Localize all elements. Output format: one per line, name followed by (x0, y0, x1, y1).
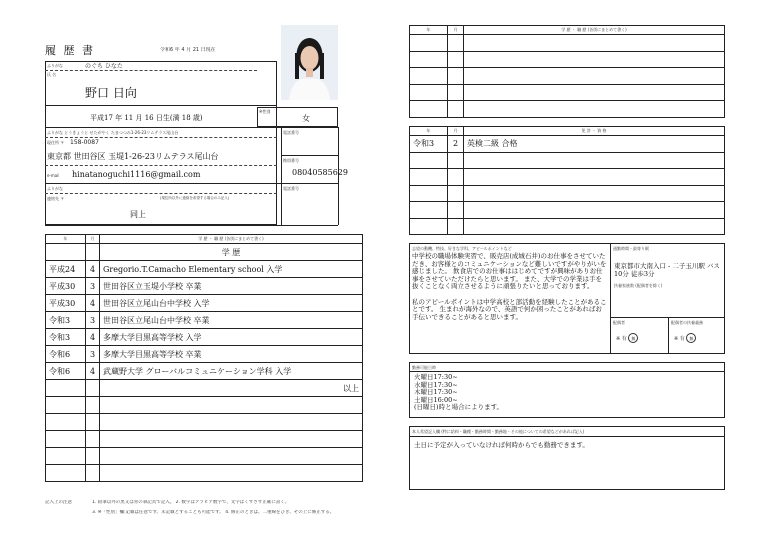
requests-text: 土日に予定が入っていなければ何時からでも勤務できます。 (414, 441, 589, 449)
spouse-support-options: ※ 有 無 (674, 333, 696, 343)
mobile-label: 携帯番号 (283, 158, 299, 163)
row-year (410, 202, 448, 219)
contact-furigana-label: ふりがな (47, 186, 63, 191)
address-label: 現住所 〒 (47, 140, 65, 145)
table-row (410, 101, 725, 118)
row-month (448, 152, 464, 169)
row-month (448, 169, 464, 186)
mobile-number: 08040585629 (292, 168, 348, 177)
spouse-no-circle: 無 (628, 333, 638, 343)
row-text: 多摩大学目黒高等学校 卒業 (100, 346, 363, 363)
row-year: 平成30 (46, 295, 86, 312)
row-text (464, 68, 725, 85)
history-table (45, 234, 363, 482)
row-year (410, 218, 448, 235)
row-month: 4 (86, 363, 100, 380)
row-text: 英検二級 合格 (464, 136, 725, 153)
table-row (46, 414, 363, 431)
row-year (46, 380, 86, 397)
row-text (464, 185, 725, 202)
row-year (46, 448, 86, 465)
table-row (410, 185, 725, 202)
row-text (464, 35, 725, 52)
row-month (86, 244, 100, 261)
table-row (410, 68, 725, 85)
birth-date: 平成17 年 11 月 16 日生(満 18 歳) (90, 114, 203, 122)
row-year (46, 397, 86, 414)
table-row (46, 380, 363, 397)
row-month (86, 380, 100, 397)
col-month: 月 (448, 127, 464, 136)
email-label: e-mail (47, 173, 60, 178)
commute-label: 通勤時間・最寄り駅 (613, 246, 649, 251)
row-year (410, 152, 448, 169)
availability-line: (日曜日)時と場合によります。 (414, 403, 504, 411)
row-month (86, 448, 100, 465)
row-month (448, 51, 464, 68)
row-year (46, 244, 86, 261)
contact-note: (現住所以外に連絡を希望する場合のみ記入) (160, 196, 230, 200)
row-month: 4 (86, 295, 100, 312)
portrait-photo (281, 25, 338, 100)
row-month (448, 101, 464, 118)
row-text: 世田谷区立尾山台中学校 入学 (100, 295, 363, 312)
table-row (46, 244, 363, 261)
row-text: 学 歴 (100, 244, 363, 261)
row-month (448, 202, 464, 219)
row-month: 3 (86, 278, 100, 295)
table-row (410, 218, 725, 235)
availability-lines (414, 374, 503, 412)
table-row (46, 465, 363, 482)
row-text (100, 465, 363, 482)
table-row (410, 51, 725, 68)
spouse-support-label: 配偶者の扶養義務 (671, 320, 703, 325)
footnote-line-2: 3. ※「性別」欄:記載は任意です。未記載とすることも可能です。 4. 修正のときは、二重線をひき、その上に修正する。 (92, 510, 335, 515)
col-year: 年 (410, 127, 448, 136)
name-furigana: のぐち ひなた (85, 63, 123, 70)
row-text (464, 84, 725, 101)
support-yes: 有 (679, 336, 685, 342)
col-month: 月 (448, 26, 464, 35)
row-text (464, 51, 725, 68)
contact-label: 連絡先 〒 (47, 196, 65, 201)
row-text (464, 202, 725, 219)
row-year (46, 431, 86, 448)
row-text (100, 414, 363, 431)
spouse-options: ※ 有 無 (616, 333, 638, 343)
row-year: 令和3 (46, 329, 86, 346)
col-year: 年 (410, 26, 448, 35)
gender-value: 女 (302, 114, 310, 123)
row-month (448, 185, 464, 202)
commute-value: 東京都市大南入口 - 二子玉川駅 バス10分 徒歩3分 (614, 262, 720, 278)
row-year (46, 465, 86, 482)
table-row (46, 261, 363, 278)
row-month (86, 465, 100, 482)
table-row (46, 346, 363, 363)
col-month: 月 (86, 235, 100, 244)
row-text (100, 397, 363, 414)
table-row (410, 35, 725, 52)
contact-phone-label: 電話番号 (283, 186, 299, 191)
row-year (410, 35, 448, 52)
availability-line: 木曜日17:30~ (414, 388, 458, 396)
license-table (409, 126, 725, 235)
row-year (410, 169, 448, 186)
phone-label: 電話番号 (283, 130, 299, 135)
table-row (410, 84, 725, 101)
row-month (86, 431, 100, 448)
row-year (410, 84, 448, 101)
row-month (448, 84, 464, 101)
email: hinatanoguchi1116@gmail.com (72, 170, 201, 179)
spouse-yes: 有 (621, 336, 627, 342)
row-year: 平成24 (46, 261, 86, 278)
row-text: 世田谷区立玉堤小学校 卒業 (100, 278, 363, 295)
row-year (46, 414, 86, 431)
table-row (46, 397, 363, 414)
address-furigana: ふりがな とうきょうと せたがやく たまつつみ1-26-23リムテラス尾山台 (47, 130, 179, 135)
row-text: 以上 (100, 380, 363, 397)
row-text (464, 218, 725, 235)
table-row (46, 295, 363, 312)
spouse-label: 配偶者 (613, 320, 625, 325)
availability-line: 火曜日17:30~ (414, 373, 458, 381)
row-year (410, 51, 448, 68)
row-month (86, 397, 100, 414)
row-text: 多摩大学目黒高等学校 入学 (100, 329, 363, 346)
dependents-label: 扶養家族数 (配偶者を除く) (614, 283, 663, 288)
col-content: 学 歴 ・ 職 歴 (各別にまとめて書く) (464, 26, 725, 35)
row-year (410, 101, 448, 118)
table-row (410, 136, 725, 153)
document-title: 履 歴 書 (45, 44, 95, 57)
row-year: 令和6 (46, 363, 86, 380)
table-row (46, 431, 363, 448)
footnote-line-1: 1. 鉛筆以外の黒又は青の筆記具で記入。 2. 数字はアラビア数字で、文字はくずさず正確に書く。 (92, 500, 290, 505)
date-text: 令和6 年 4 月 21 日現在 (160, 47, 216, 53)
row-month (448, 68, 464, 85)
row-year: 平成30 (46, 278, 86, 295)
row-text: 世田谷区立尾山台中学校 卒業 (100, 312, 363, 329)
row-year: 令和3 (46, 312, 86, 329)
col-content: 学 歴 ・ 職 歴 (各別にまとめて書く) (100, 235, 363, 244)
row-month: 2 (448, 136, 464, 153)
footnote-label: 記入上の注意 (45, 500, 72, 505)
table-row (46, 312, 363, 329)
name-label: 氏 名 (47, 72, 57, 77)
row-text: 武蔵野大学 グローバルコミュニケーション学科 入学 (100, 363, 363, 380)
row-year: 令和6 (46, 346, 86, 363)
row-text (100, 431, 363, 448)
availability-label: 勤務可能日時 (412, 365, 436, 370)
row-text: Gregorio.T.Camacho Elementary school 入学 (100, 261, 363, 278)
row-text (464, 152, 725, 169)
row-year (410, 68, 448, 85)
col-content: 免 許 ・ 資 格 (464, 127, 725, 136)
table-row (46, 448, 363, 465)
full-name: 野口 日向 (85, 86, 137, 100)
motivation-text: 中学校の職場体験実習で、販売店(成城石井)のお仕事をさせていただき、お客様とのコミュニケーションなど難しいですがやりがいを感じました。 飲食店でのお仕事ははじめてですが興味がありお仕事をさせていただけたらと思います。 また、大学での学業は手を抜くことなく両立させるように頑張りたいと思っております。 私のアピールポイントは中学高校と部活動を経験したことがあることです。 生まれが海外なので、英語で何か困ったことがあればお手伝いできることがあると思います。 (412, 252, 607, 321)
address: 東京都 世田谷区 玉堤1-26-23リムテラス尾山台 (47, 152, 219, 161)
motivation-label: 志望の動機、特技、好きな学科、アピールポイントなど (412, 246, 512, 251)
row-year (410, 185, 448, 202)
contact-value: 同上 (130, 210, 146, 219)
row-month: 4 (86, 261, 100, 278)
table-row (410, 169, 725, 186)
requests-label: 本人希望記入欄 (特に給料・職種・勤務時間・勤務地・その他についての希望などがあれば記入) (412, 429, 585, 434)
row-month (448, 35, 464, 52)
gender-label: ※性別 (259, 109, 271, 114)
row-year: 令和3 (410, 136, 448, 153)
row-text (464, 101, 725, 118)
row-text (464, 169, 725, 186)
table-row (46, 278, 363, 295)
table-row (46, 363, 363, 380)
table-row (410, 152, 725, 169)
row-month (86, 414, 100, 431)
right-history-table (409, 25, 725, 118)
availability-line: 土曜日16:00~ (414, 395, 458, 404)
furigana-label: ふりがな (47, 63, 63, 68)
table-row (410, 202, 725, 219)
row-month: 3 (86, 346, 100, 363)
postal-code: 158-0087 (70, 139, 99, 146)
availability-line: 水曜日17:30~ (414, 380, 458, 389)
row-month (448, 218, 464, 235)
support-no-circle: 無 (686, 333, 696, 343)
col-year: 年 (46, 235, 86, 244)
table-row (46, 329, 363, 346)
row-month: 3 (86, 312, 100, 329)
row-text (100, 448, 363, 465)
row-month: 4 (86, 329, 100, 346)
